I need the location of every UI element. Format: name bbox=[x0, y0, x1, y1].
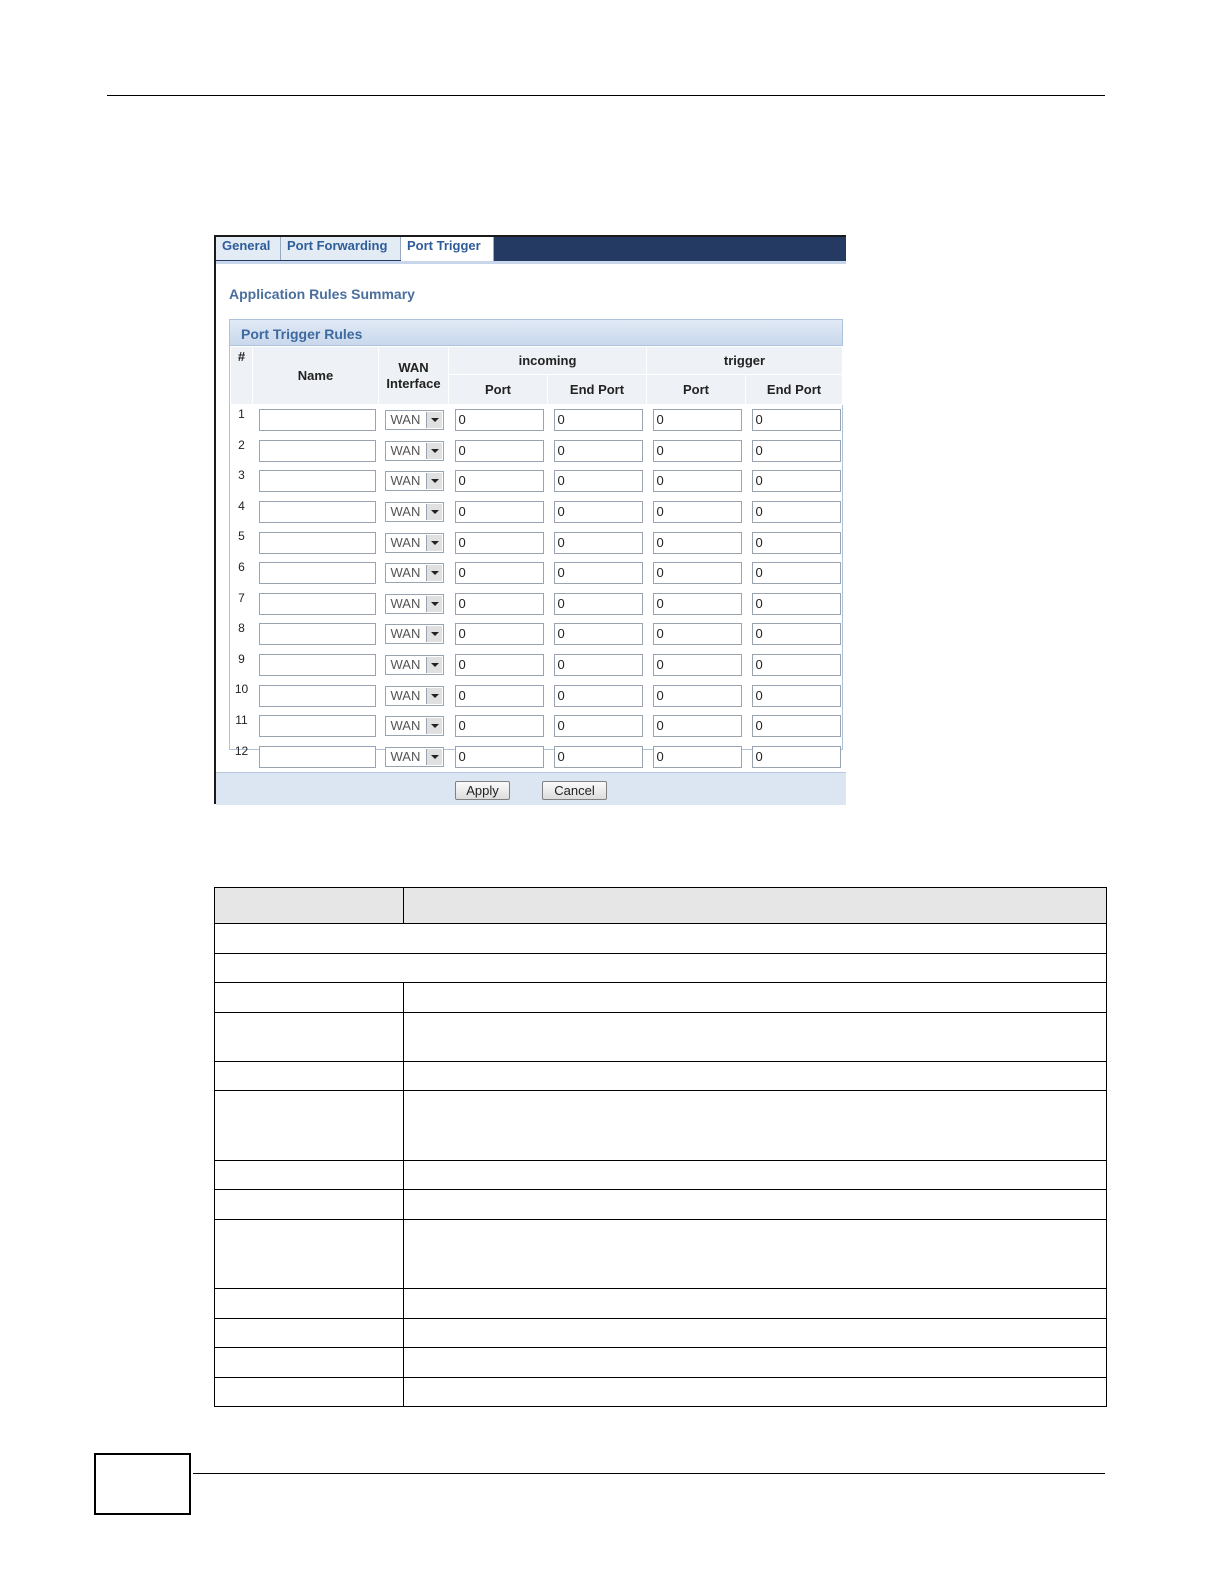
name-input[interactable] bbox=[259, 654, 376, 676]
desc-row-label bbox=[215, 1161, 404, 1190]
name-input[interactable] bbox=[259, 685, 376, 707]
incoming-end-port-input[interactable]: 0 bbox=[554, 532, 643, 554]
panel-title: Port Trigger Rules bbox=[241, 326, 363, 342]
desc-row-text bbox=[404, 1289, 1107, 1319]
incoming-port-input[interactable]: 0 bbox=[455, 501, 544, 523]
button-bar bbox=[216, 772, 846, 805]
chevron-down-icon bbox=[426, 626, 442, 642]
col-num-header: # bbox=[231, 347, 253, 405]
incoming-end-port-input[interactable]: 0 bbox=[554, 470, 643, 492]
incoming-port-input[interactable]: 0 bbox=[455, 409, 544, 431]
name-input[interactable] bbox=[259, 470, 376, 492]
trigger-end-port-input[interactable]: 0 bbox=[752, 501, 841, 523]
desc-row-text bbox=[404, 1190, 1107, 1220]
trigger-port-input[interactable]: 0 bbox=[653, 409, 742, 431]
trigger-port-header: Port bbox=[647, 375, 746, 405]
desc-row-label bbox=[215, 1348, 404, 1378]
apply-button[interactable]: Apply bbox=[455, 781, 510, 800]
incoming-port-input[interactable]: 0 bbox=[455, 470, 544, 492]
trigger-end-port-input[interactable]: 0 bbox=[752, 654, 841, 676]
name-input[interactable] bbox=[259, 623, 376, 645]
trigger-end-port-input[interactable]: 0 bbox=[752, 470, 841, 492]
trigger-port-input[interactable]: 0 bbox=[653, 470, 742, 492]
incoming-port-input[interactable]: 0 bbox=[455, 685, 544, 707]
trigger-end-port-input[interactable]: 0 bbox=[752, 746, 841, 768]
wan-interface-select[interactable] bbox=[385, 471, 444, 491]
table-row bbox=[231, 650, 843, 681]
wan-interface-select[interactable] bbox=[385, 655, 444, 675]
desc-row-text bbox=[404, 1161, 1107, 1190]
chevron-down-icon bbox=[426, 718, 442, 734]
desc-row-label bbox=[215, 1062, 404, 1091]
name-input[interactable] bbox=[259, 593, 376, 615]
name-input[interactable] bbox=[259, 501, 376, 523]
summary-title: Application Rules Summary bbox=[229, 286, 415, 302]
trigger-end-port-input[interactable]: 0 bbox=[752, 593, 841, 615]
row-number: 3 bbox=[238, 468, 245, 483]
table-row bbox=[231, 619, 843, 650]
trigger-port-input[interactable]: 0 bbox=[653, 593, 742, 615]
wan-interface-select[interactable] bbox=[385, 502, 444, 522]
port-trigger-rules-panel bbox=[229, 319, 843, 764]
trigger-end-port-input[interactable]: 0 bbox=[752, 562, 841, 584]
desc-row-text bbox=[404, 1220, 1107, 1289]
desc-row-label bbox=[215, 1190, 404, 1220]
incoming-end-port-input[interactable]: 0 bbox=[554, 654, 643, 676]
incoming-port-input[interactable]: 0 bbox=[455, 593, 544, 615]
incoming-port-input[interactable]: 0 bbox=[455, 440, 544, 462]
tab-underline bbox=[216, 261, 846, 264]
tab-general[interactable]: General bbox=[216, 237, 281, 260]
wan-select-value: WAN bbox=[390, 718, 421, 734]
incoming-end-port-input[interactable]: 0 bbox=[554, 685, 643, 707]
desc-row-label bbox=[215, 1220, 404, 1289]
table-row bbox=[231, 497, 843, 528]
trigger-port-input[interactable]: 0 bbox=[653, 532, 742, 554]
incoming-port-input[interactable]: 0 bbox=[455, 715, 544, 737]
desc-row bbox=[215, 954, 1107, 983]
wan-select-value: WAN bbox=[390, 748, 421, 764]
desc-row-label bbox=[215, 983, 404, 1013]
name-input[interactable] bbox=[259, 532, 376, 554]
name-input[interactable] bbox=[259, 440, 376, 462]
desc-row-text bbox=[404, 1378, 1107, 1407]
wan-interface-select[interactable] bbox=[385, 563, 444, 583]
tab-port-trigger[interactable]: Port Trigger bbox=[401, 237, 494, 262]
incoming-port-input[interactable]: 0 bbox=[455, 562, 544, 584]
row-number: 2 bbox=[238, 437, 245, 452]
wan-select-value: WAN bbox=[390, 565, 421, 581]
trigger-port-input[interactable]: 0 bbox=[653, 746, 742, 768]
incoming-end-port-input[interactable]: 0 bbox=[554, 562, 643, 584]
wan-select-value: WAN bbox=[390, 534, 421, 550]
trigger-header: trigger bbox=[647, 347, 843, 375]
table-row bbox=[231, 680, 843, 711]
incoming-port-input[interactable]: 0 bbox=[455, 654, 544, 676]
desc-row-label bbox=[215, 1013, 404, 1062]
wan-interface-select[interactable] bbox=[385, 594, 444, 614]
wan-interface-select[interactable] bbox=[385, 686, 444, 706]
tab-port-forwarding[interactable]: Port Forwarding bbox=[281, 237, 401, 260]
row-number: 8 bbox=[238, 621, 245, 636]
table-row bbox=[231, 742, 843, 773]
wan-select-value: WAN bbox=[390, 626, 421, 642]
desc-row-label bbox=[215, 1319, 404, 1348]
trigger-end-port-header: End Port bbox=[746, 375, 843, 405]
row-number: 12 bbox=[234, 743, 249, 758]
row-number: 10 bbox=[234, 682, 249, 697]
row-number: 1 bbox=[238, 407, 245, 421]
wan-select-value: WAN bbox=[390, 473, 421, 489]
wan-interface-select[interactable] bbox=[385, 441, 444, 461]
row-number: 6 bbox=[238, 559, 245, 574]
chevron-down-icon bbox=[426, 657, 442, 673]
wan-select-value: WAN bbox=[390, 657, 421, 673]
table-row bbox=[231, 711, 843, 742]
cancel-button[interactable]: Cancel bbox=[542, 781, 607, 800]
desc-row-text bbox=[404, 1062, 1107, 1091]
trigger-port-input[interactable]: 0 bbox=[653, 501, 742, 523]
chevron-down-icon bbox=[426, 412, 442, 428]
trigger-end-port-input[interactable]: 0 bbox=[752, 532, 841, 554]
desc-row-text bbox=[404, 1013, 1107, 1062]
chevron-down-icon bbox=[426, 596, 442, 612]
desc-row-label bbox=[215, 1091, 404, 1161]
desc-row-text bbox=[404, 1091, 1107, 1161]
page-number-box bbox=[94, 1453, 191, 1515]
desc-row-text bbox=[404, 1319, 1107, 1348]
desc-row-text bbox=[404, 1348, 1107, 1378]
desc-row bbox=[215, 924, 1107, 954]
trigger-end-port-input[interactable]: 0 bbox=[752, 440, 841, 462]
trigger-end-port-input[interactable]: 0 bbox=[752, 715, 841, 737]
incoming-port-input[interactable]: 0 bbox=[455, 623, 544, 645]
incoming-port-header: Port bbox=[449, 375, 548, 405]
wan-select-value: WAN bbox=[390, 687, 421, 703]
wan-interface-select[interactable] bbox=[385, 747, 444, 767]
table-row bbox=[231, 558, 843, 589]
table-row bbox=[231, 466, 843, 497]
wan-select-value: WAN bbox=[390, 442, 421, 458]
incoming-end-port-input[interactable]: 0 bbox=[554, 409, 643, 431]
desc-header-label bbox=[215, 888, 404, 924]
trigger-end-port-input[interactable]: 0 bbox=[752, 685, 841, 707]
trigger-port-input[interactable]: 0 bbox=[653, 715, 742, 737]
chevron-down-icon bbox=[426, 535, 442, 551]
incoming-end-port-input[interactable]: 0 bbox=[554, 623, 643, 645]
port-trigger-screenshot bbox=[214, 235, 846, 804]
incoming-end-port-input[interactable]: 0 bbox=[554, 440, 643, 462]
rules-table bbox=[230, 346, 843, 772]
wan-interface-select[interactable] bbox=[385, 716, 444, 736]
chevron-down-icon bbox=[426, 473, 442, 489]
row-number: 9 bbox=[238, 651, 245, 666]
wan-select-value: WAN bbox=[390, 595, 421, 611]
footer-rule bbox=[193, 1473, 1105, 1474]
trigger-end-port-input[interactable]: 0 bbox=[752, 409, 841, 431]
col-name-header: Name bbox=[253, 347, 379, 405]
incoming-port-input[interactable]: 0 bbox=[455, 746, 544, 768]
wan-interface-select[interactable] bbox=[385, 624, 444, 644]
chevron-down-icon bbox=[426, 443, 442, 459]
incoming-end-port-input[interactable]: 0 bbox=[554, 746, 643, 768]
wan-interface-select[interactable] bbox=[385, 533, 444, 553]
row-number: 7 bbox=[238, 590, 245, 605]
incoming-end-port-input[interactable]: 0 bbox=[554, 501, 643, 523]
trigger-port-input[interactable]: 0 bbox=[653, 562, 742, 584]
table-row bbox=[231, 589, 843, 620]
description-table bbox=[214, 887, 1107, 1407]
name-input[interactable] bbox=[259, 746, 376, 768]
desc-row-text bbox=[404, 983, 1107, 1013]
chevron-down-icon bbox=[426, 749, 442, 765]
row-number: 5 bbox=[238, 529, 245, 544]
col-wan-header: WAN Interface bbox=[379, 347, 449, 405]
row-number: 11 bbox=[235, 712, 248, 727]
trigger-port-input[interactable]: 0 bbox=[653, 623, 742, 645]
table-row bbox=[231, 405, 843, 436]
trigger-end-port-input[interactable]: 0 bbox=[752, 623, 841, 645]
row-number: 4 bbox=[238, 498, 245, 513]
chevron-down-icon bbox=[426, 504, 442, 520]
panel-header bbox=[230, 320, 842, 346]
trigger-port-input[interactable]: 0 bbox=[653, 440, 742, 462]
incoming-port-input[interactable]: 0 bbox=[455, 532, 544, 554]
name-input[interactable] bbox=[259, 409, 376, 431]
header-rule bbox=[107, 95, 1105, 96]
name-input[interactable] bbox=[259, 562, 376, 584]
name-input[interactable] bbox=[259, 715, 376, 737]
desc-row-label bbox=[215, 1289, 404, 1319]
trigger-port-input[interactable]: 0 bbox=[653, 654, 742, 676]
desc-header-description bbox=[404, 888, 1107, 924]
chevron-down-icon bbox=[426, 565, 442, 581]
wan-select-value: WAN bbox=[390, 504, 421, 520]
table-row bbox=[231, 527, 843, 558]
incoming-end-port-input[interactable]: 0 bbox=[554, 715, 643, 737]
incoming-header: incoming bbox=[449, 347, 647, 375]
trigger-port-input[interactable]: 0 bbox=[653, 685, 742, 707]
incoming-end-port-input[interactable]: 0 bbox=[554, 593, 643, 615]
table-row bbox=[231, 436, 843, 467]
wan-select-value: WAN bbox=[390, 412, 421, 428]
wan-interface-select[interactable] bbox=[385, 410, 444, 430]
incoming-end-port-header: End Port bbox=[548, 375, 647, 405]
desc-row-label bbox=[215, 1378, 404, 1407]
chevron-down-icon bbox=[426, 688, 442, 704]
